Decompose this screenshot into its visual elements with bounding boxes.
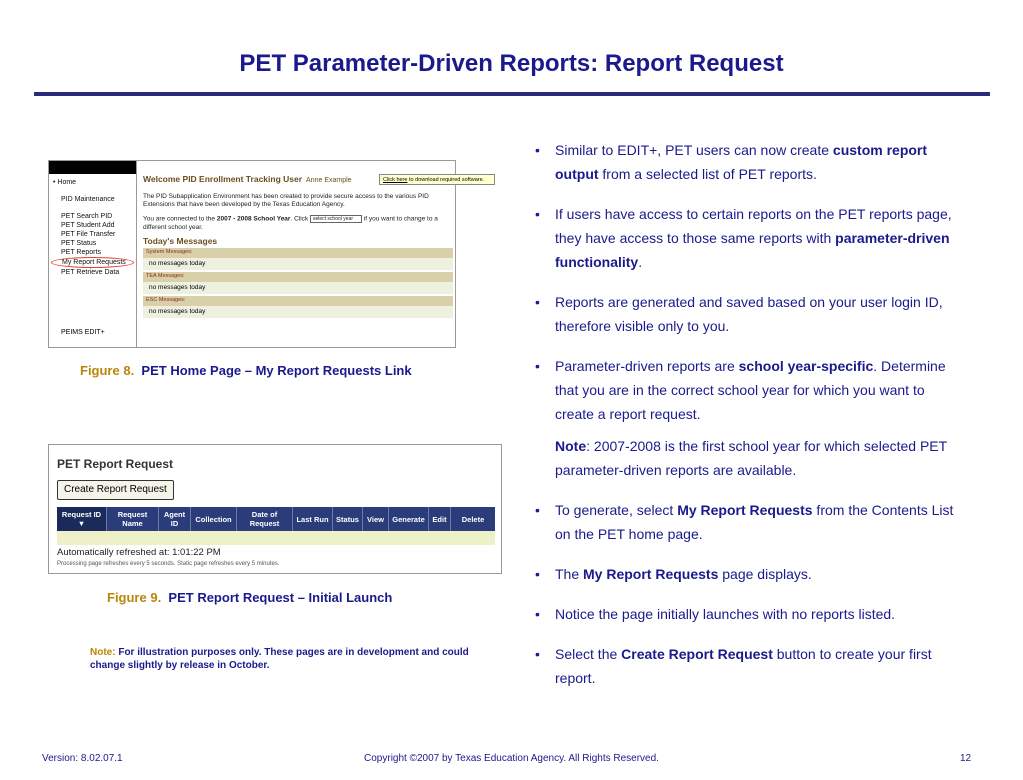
user-name: Anne Example [306,177,352,184]
bullet-list [535,138,955,706]
column-request-id[interactable]: Request ID ▼ [57,507,107,531]
sidebar-item-pid-maintenance[interactable]: PID Maintenance [61,196,115,203]
page-number: 12 [960,753,972,764]
download-text: to download required software. [408,177,485,183]
tea-messages-body: no messages today [143,282,453,294]
system-messages-box [143,248,453,270]
empty-table-row [57,531,495,545]
column-last-run[interactable]: Last Run [293,507,333,531]
bullet-item: • Reports are generated and saved based on your user login ID, therefore visible only to you. [535,290,955,338]
tea-messages-header: TEA Messages: [143,272,453,282]
bullet-item: • Select the Create Report Request button to create your first report. [535,642,955,690]
column-view[interactable]: View [363,507,389,531]
pet-home-screenshot [48,160,485,348]
sidebar-item-pet-reports[interactable]: PET Reports [61,249,101,256]
sidebar-item-pet-status[interactable]: PET Status [61,240,97,247]
column-edit[interactable]: Edit [429,507,451,531]
illustration-note-label: Note: [90,647,116,658]
column-agent-id[interactable]: Agent ID [159,507,191,531]
figure-9-caption [107,590,392,605]
connected-text: You are connected to the 2007 - 2008 School Year. Click select school year if you want to change to a different school year. [143,215,438,231]
home-main-panel [143,174,485,318]
sidebar-item-pet-retrieve-data[interactable]: PET Retrieve Data [61,269,120,276]
bullet-item: • If users have access to certain reports on the PET reports page, they have access to those same reports with parameter-driven functionality. [535,202,955,274]
bullet-item: • To generate, select My Report Requests from the Contents List on the PET home page. [535,498,955,546]
system-messages-header: System Messages: [143,248,453,258]
esc-messages-box [143,296,453,318]
report-request-table-header [57,507,495,531]
sidebar-item-my-report-requests[interactable]: My Report Requests [51,257,134,268]
download-software-notice [379,174,495,185]
bullet-item: • Parameter-driven reports are school year-specific. Determine that you are in the correct school year for which you want to create a report request. [535,354,955,426]
click-here-link[interactable]: Click here [383,177,408,183]
column-delete[interactable]: Delete [461,514,485,524]
tea-messages-box [143,272,453,294]
intro-text: The PID Subapplication Environment has been created to provide secure access to the various PID Extensions that have been developed by the Texas Education Agency. [143,193,429,208]
slide-title: PET Parameter-Driven Reports: Report Request [239,50,784,77]
school-year-note: Note: 2007-2008 is the first school year for which selected PET parameter-driven reports are available. [555,438,947,478]
figure-8-text: PET Home Page – My Report Requests Link [141,363,412,378]
school-year: 2007 - 2008 School Year [216,215,291,223]
column-request-name[interactable]: Request Name [107,507,159,531]
sidebar-item-pet-student-add[interactable]: PET Student Add [61,222,115,229]
create-report-request-button[interactable]: Create Report Request [57,480,174,500]
version-label: Version: 8.02.07.1 [42,753,123,764]
figure-9-text: PET Report Request – Initial Launch [168,590,393,605]
sidebar-item-home[interactable]: • Home [53,179,77,186]
esc-messages-body: no messages today [143,306,453,318]
report-request-screenshot [48,444,502,574]
figure-8-caption [80,363,412,378]
welcome-text: Welcome PID Enrollment Tracking User [143,174,303,184]
copyright-text: Copyright ©2007 by Texas Education Agency. All Rights Reserved. [364,753,659,764]
sidebar-item-pet-file-transfer[interactable]: PET File Transfer [61,231,116,238]
column-collection[interactable]: Collection [191,507,237,531]
bullet-item: • Similar to EDIT+, PET users can now create custom report output from a selected list of PET reports. [535,138,955,186]
bullet-item: • The My Report Requests page displays. [535,562,955,586]
refreshed-timestamp: Automatically refreshed at: 1:01:22 PM [57,547,221,558]
select-school-year-button[interactable]: select school year [310,215,362,223]
system-messages-body: no messages today [143,258,453,270]
todays-messages-heading: Today's Messages [143,235,218,246]
refresh-note: Processing page refreshes every 5 seconds. Static page refreshes every 5 minutes. [57,561,280,567]
sidebar-item-pet-search-pid[interactable]: PET Search PID [61,213,113,220]
column-date-of-request[interactable]: Date of Request [237,507,293,531]
column-generate[interactable]: Generate [389,507,429,531]
column-status[interactable]: Status [333,507,363,531]
sidebar-header-bar [49,161,136,174]
figure-8-number: Figure 8. [80,363,135,378]
figure-9-number: Figure 9. [107,590,162,605]
report-request-title: PET Report Request [57,457,174,471]
contents-sidebar [49,161,137,347]
illustration-note-text: For illustration purposes only. These pages are in development and could change slightly by release in October. [90,647,469,671]
bullet-item: • Notice the page initially launches with no reports listed. [535,602,955,626]
esc-messages-header: ESC Messages: [143,296,453,306]
illustration-note [90,646,470,672]
title-divider [34,92,990,96]
sidebar-item-peims-edit[interactable]: PEIMS EDIT+ [61,329,105,336]
